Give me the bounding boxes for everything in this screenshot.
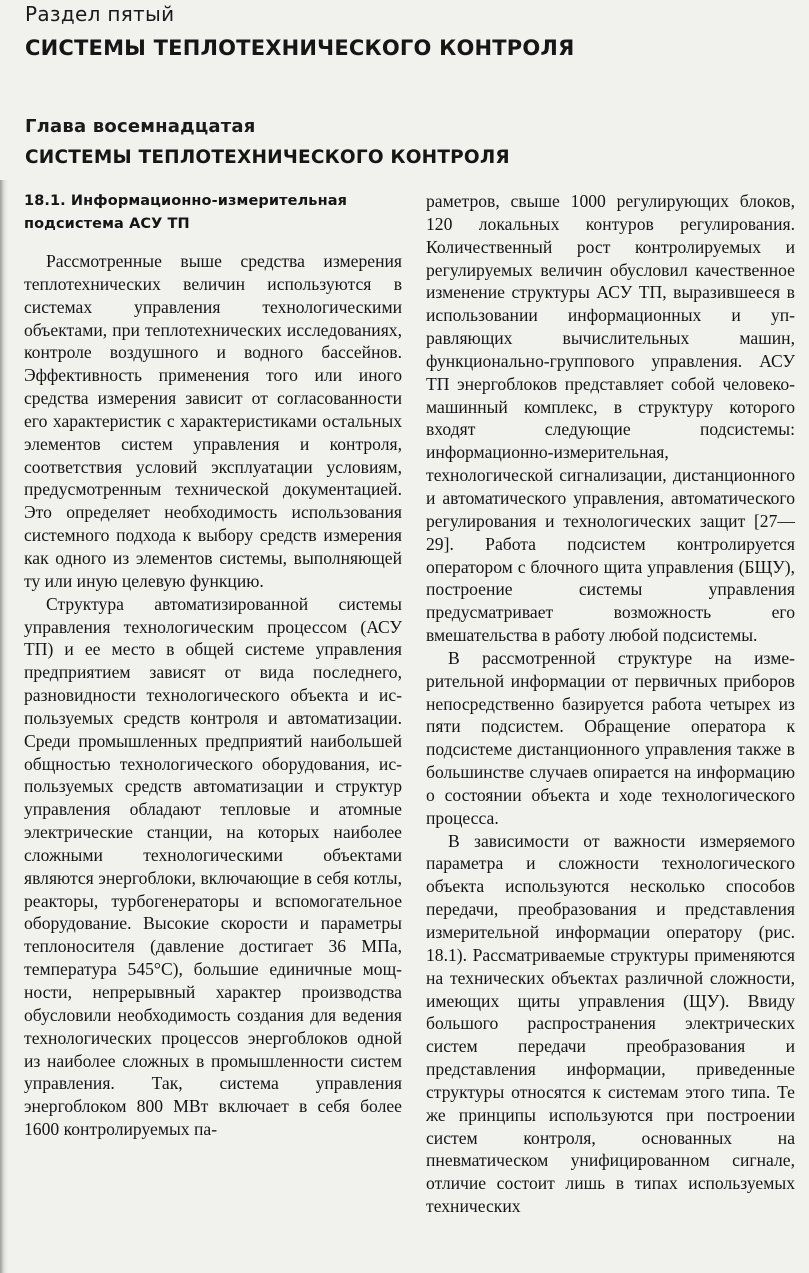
chapter-title: СИСТЕМЫ ТЕПЛОТЕХНИЧЕСКОГО КОНТРОЛЯ — [25, 147, 510, 168]
section-title: СИСТЕМЫ ТЕПЛОТЕХНИЧЕСКОГО КОНТРОЛЯ — [25, 36, 575, 60]
right-column — [426, 190, 795, 1218]
chapter-label: Глава восемнадцатая — [25, 116, 256, 137]
paragraph: раметров, свыше 1000 регулирующих блоков, 120 локальных контуров регулирования. Количественный рост контролируемых и регулируемых величин обусловил качественное изменение структуры АСУ ТП, выразившееся в использовании информационных и управляющих вычислительных машин, функционально-группового управления. АСУ ТП энергоблоков представляет собой человеко-машинный комплекс, в структуру которого входят следующие подсистемы: информационно-измерительная, технологической сигнализации, дистанционного и автоматического управления, автоматического регулирования и технологических защит [27—29]. Работа подсистем контролируется оператором с блочного щита управления (БЩУ), построение системы управления предусматривает возможность его вмешательства в работу любой подсистемы. — [426, 191, 795, 646]
section-label: Раздел пятый — [25, 2, 175, 26]
page-gutter-shadow — [0, 180, 8, 1273]
subsection-title: 18.1. Информационно-измерительная подсистема АСУ ТП — [24, 193, 347, 232]
paragraph: В рассмотренной структуре на измерительной информации от первичных приборов непосредственно базируется работа четырех из пяти подсистем. Обращение оператора к подсистеме дистанционного управления также в большинстве случаев опирается на информацию о состоянии объекта и ходе технологического процесса. — [426, 647, 795, 828]
paragraph: В зависимости от важности измеряемого параметра и сложности технологического объекта используются несколько способов передачи, преобразования и представления измерительной информации оператору (рис. 18.1). Рассматриваемые структуры применяются на технических объектах различной сложности, имеющих щиты управления (ЩУ). Ввиду большого распространения электрических систем передачи преобразования и представления информации, приведенные структуры относятся к системам этого типа. Те же принципы используются при построении систем контроля, основанных на пневматическом унифицированном сигнале, отличие состоит лишь в типах используемых технических — [426, 830, 795, 1217]
left-column — [24, 190, 402, 1141]
paragraph: Структура автоматизированной системы управления технологическим процессом (АСУ ТП) и ее место в общей системе управления предприятием зависят от вида последнего, разновидности технологического объекта и используемых средств контроля и автоматизации. Среди промышленных предприятий наибольшей общностью технологического оборудования, используемых средств автоматизации и структур управления обладают тепловые и атомные электрические станции, на которых наиболее сложными технологическими объектами являются энергоблоки, включающие в себя котлы, реакторы, турбогенераторы и вспомогательное оборудование. Высокие скорости и параметры теплоносителя (давление достигает 36 МПа, температура 545°С), большие единичные мощности, непрерывный характер производства обусловили необходимость создания для ведения технологических процессов энергоблоков одной из наиболее сложных в промышленности систем управления. Так, система управления энергоблоком 800 МВт включает в себя более 1600 контролируемых па- — [24, 593, 402, 1140]
paragraph: Рассмотренные выше средства измерения теплотехнических величин используются в системах управления технологическими объектами, при теплотехнических исследованиях, контроле воздушного и водного бассейнов. Эффективность применения того или иного средства измерения зависит от согласованности его характеристик с характеристиками остальных элементов систем управления и контроля, соответствия условий эксплуатации условиям, предусмотренным технической документацией. Это определяет необходимость использования системного подхода к выбору средств измерения как одного из элементов системы, выполняющей ту или иную целевую функцию. — [24, 251, 402, 591]
